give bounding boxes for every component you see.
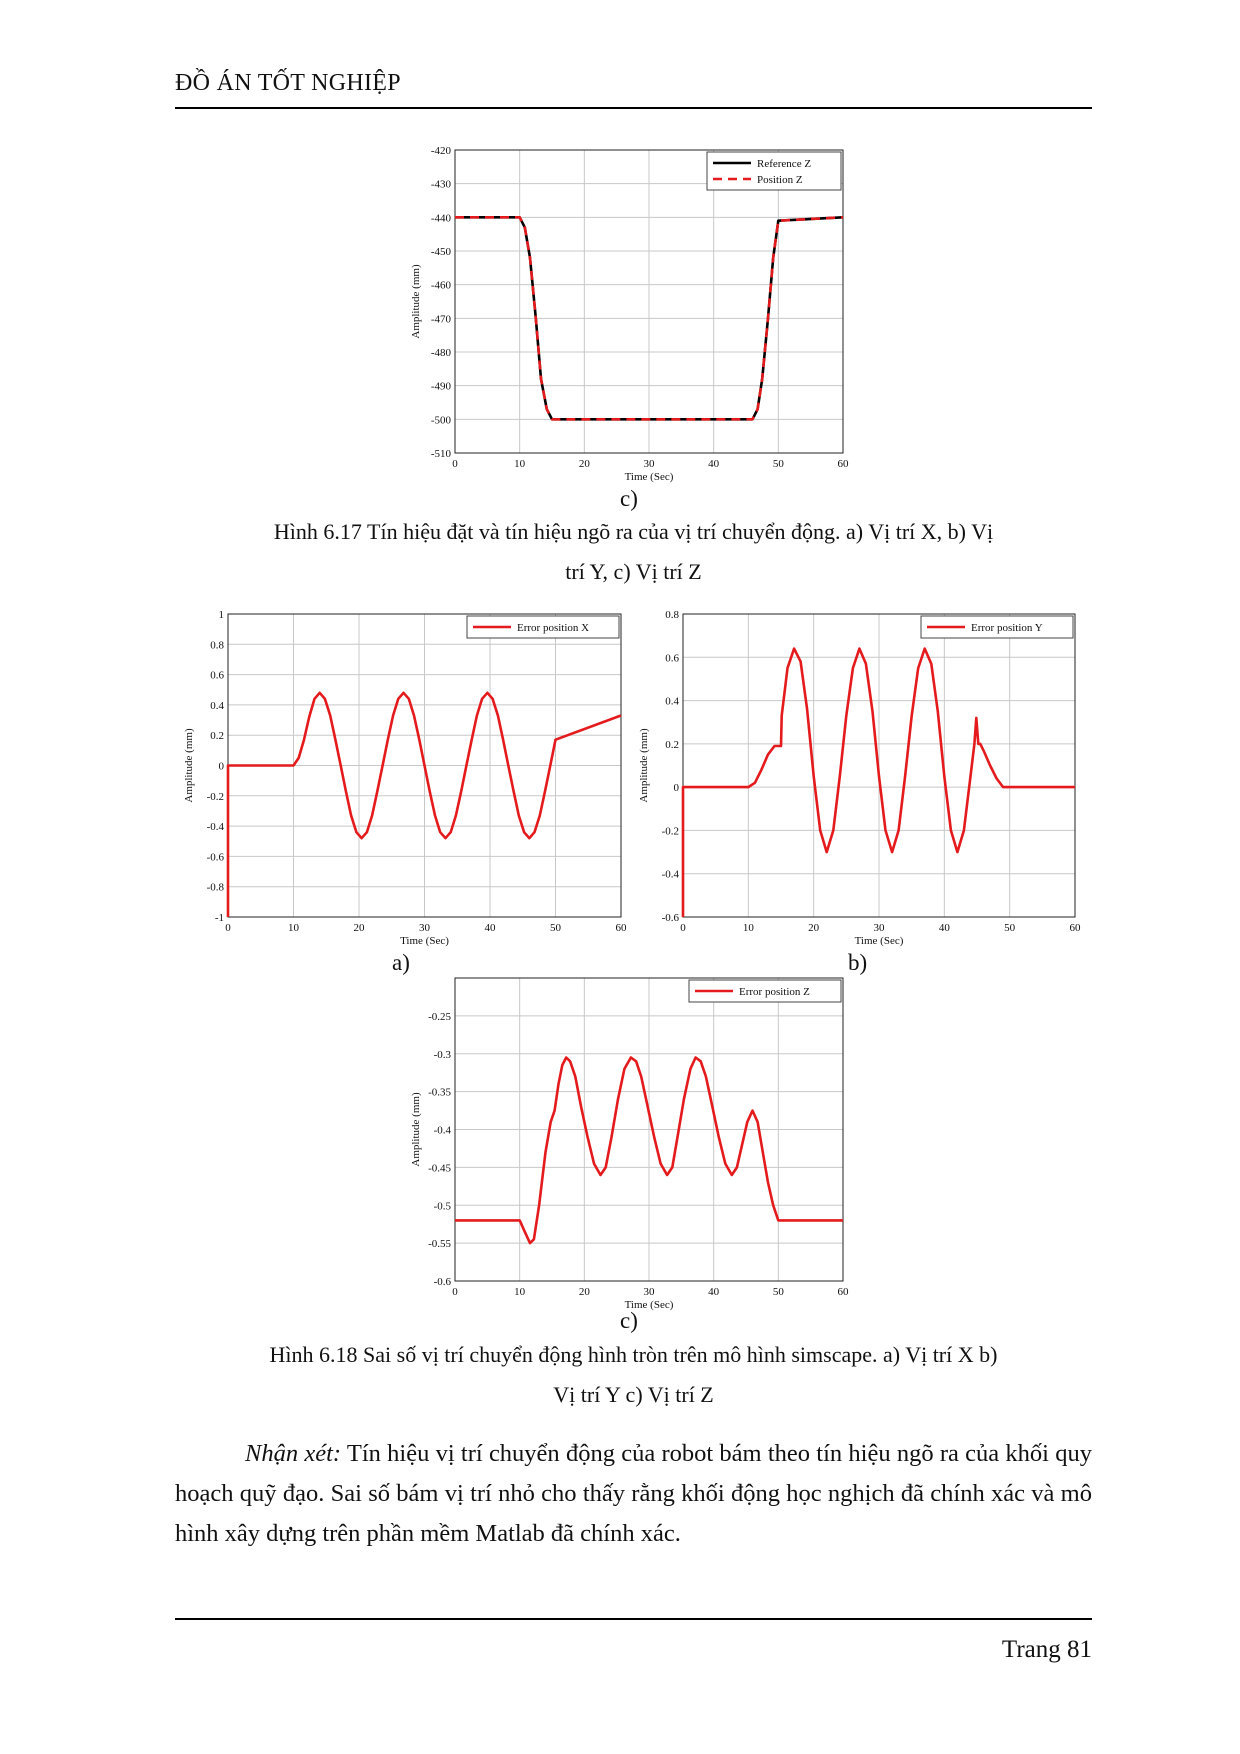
fig618a-xtick-1: 10 <box>288 922 299 934</box>
page-number: Trang 81 <box>1001 1636 1092 1663</box>
fig617c-ytick-7: -490 <box>430 380 451 393</box>
fig618a-xtick-4: 40 <box>484 922 496 934</box>
fig618-caption-line2: Vị trí Y c) Vị trí Z <box>553 1381 714 1407</box>
fig617c-xtick-6: 60 <box>837 458 849 470</box>
fig617-sublabel-c: c) <box>620 486 638 511</box>
fig618b-xtick-2: 20 <box>808 922 820 934</box>
fig618c-xtick-3: 30 <box>643 1286 655 1298</box>
fig618b-xtick-6: 60 <box>1069 922 1081 934</box>
fig618-sublabel-a: a) <box>392 950 410 975</box>
fig618-caption-line1: Hình 6.18 Sai số vị trí chuyển động hình tròn trên mô hình simscape. a) Vị trí X b) <box>269 1342 998 1367</box>
fig618b-ytick-6: -0.4 <box>661 868 679 881</box>
fig618a-xtick-2: 20 <box>353 922 365 934</box>
fig618c-ytick-0: -0.25 <box>428 1010 451 1023</box>
fig617c-xtick-5: 50 <box>772 458 784 470</box>
fig617c-ytick-8: -500 <box>430 414 451 427</box>
footer-rule <box>175 1618 1092 1620</box>
fig618a-ytick-9: -0.8 <box>206 881 224 894</box>
fig618a-ytick-8: -0.6 <box>206 851 224 864</box>
fig618c-xtick-0: 0 <box>452 1286 458 1298</box>
fig618b-ytick-0: 0.8 <box>665 609 679 621</box>
fig618b-legend-label-0: Error position Y <box>971 622 1043 634</box>
fig618c-ytick-3: -0.4 <box>433 1124 451 1137</box>
fig618a-xtick-5: 50 <box>550 922 561 934</box>
fig618a-ytick-10: -1 <box>214 912 224 924</box>
fig617c-xtick-2: 20 <box>578 458 590 470</box>
fig618c-xtick-1: 10 <box>514 1286 526 1298</box>
fig617c-ytick-1: -430 <box>430 178 451 191</box>
fig618b-xlabel: Time (Sec) <box>854 935 904 947</box>
fig618c-ytick-7: -0.6 <box>433 1276 451 1288</box>
fig617c-legend-label-1: Position Z <box>757 174 803 186</box>
fig618b-xtick-5: 50 <box>1004 922 1016 934</box>
fig618c-ytick-2: -0.35 <box>428 1086 451 1099</box>
fig618c-xlabel: Time (Sec) <box>624 1299 674 1311</box>
fig618a-ytick-5: 0 <box>218 760 224 773</box>
fig618a-xlabel: Time (Sec) <box>400 935 449 947</box>
fig617c-ytick-9: -510 <box>430 448 451 460</box>
fig617c-ytick-6: -480 <box>430 347 451 359</box>
fig617c-xtick-4: 40 <box>708 458 720 470</box>
fig618c-legend-label-0: Error position Z <box>739 986 810 998</box>
fig618a-legend-label-0: Error position X <box>517 622 590 634</box>
fig617-caption-line2: trí Y, c) Vị trí Z <box>565 558 702 584</box>
fig618b-xtick-3: 30 <box>873 922 885 934</box>
fig618b-ylabel: Amplitude (mm) <box>638 728 650 803</box>
fig618b-xtick-1: 10 <box>742 922 754 934</box>
fig618-sublabel-b: b) <box>848 950 868 975</box>
fig617c-ytick-0: -420 <box>430 145 451 157</box>
fig618-sublabel-c: c) <box>620 1308 638 1333</box>
fig618a-xtick-6: 60 <box>615 922 627 934</box>
fig617c-ytick-2: -440 <box>430 212 451 225</box>
fig618a-ytick-1: 0.8 <box>210 639 224 652</box>
fig618b-ytick-7: -0.6 <box>661 912 679 924</box>
fig617c-ytick-3: -450 <box>430 246 451 258</box>
fig618a-ytick-2: 0.6 <box>210 669 224 682</box>
fig618c-ytick-5: -0.5 <box>433 1200 451 1213</box>
fig618a-ylabel: Amplitude (mm) <box>183 728 195 803</box>
fig617c-xtick-0: 0 <box>452 458 458 470</box>
fig618c-ytick-1: -0.3 <box>433 1048 451 1061</box>
fig618b-xtick-4: 40 <box>938 922 950 934</box>
fig618a-ytick-0: 1 <box>218 609 224 621</box>
fig618a-ytick-4: 0.2 <box>210 730 224 743</box>
fig617c-xtick-1: 10 <box>514 458 526 470</box>
fig618a-ytick-6: -0.2 <box>206 790 224 803</box>
fig618c-ytick-4: -0.45 <box>428 1162 451 1175</box>
remark-text: Tín hiệu vị trí chuyển động của robot bám theo tín hiệu ngõ ra của khối quy hoạch quỹ đạo. Sai số bám vị trí nhỏ cho thấy rằng khối động học nghịch đã chính xác và mô hình xây dựng trên phần mềm Matlab đã chính xác. <box>175 1440 1092 1547</box>
fig618c-xtick-5: 50 <box>772 1286 784 1298</box>
fig617c-xtick-3: 30 <box>643 458 655 470</box>
page-header-title: ĐỒ ÁN TỐT NGHIỆP <box>175 70 401 96</box>
fig618c-ylabel: Amplitude (mm) <box>410 1092 422 1167</box>
fig618b-ytick-1: 0.6 <box>665 652 679 665</box>
fig617c-ytick-5: -470 <box>430 313 451 326</box>
fig618c-xtick-6: 60 <box>837 1286 849 1298</box>
fig618a-xtick-3: 30 <box>419 922 430 934</box>
fig618c-xtick-2: 20 <box>578 1286 590 1298</box>
fig618b-ytick-5: -0.2 <box>661 825 679 838</box>
fig618c-ytick-6: -0.55 <box>428 1238 451 1251</box>
fig618-caption <box>175 1335 1092 1414</box>
fig617c-ylabel: Amplitude (mm) <box>410 264 422 339</box>
fig618b-ytick-3: 0.2 <box>665 738 679 751</box>
fig618a-xtick-0: 0 <box>225 922 231 934</box>
fig617c-legend-label-0: Reference Z <box>757 158 812 170</box>
remark-paragraph <box>175 1434 1092 1554</box>
fig618c-xtick-4: 40 <box>708 1286 720 1298</box>
fig617c-ytick-4: -460 <box>430 279 451 292</box>
fig618a-ytick-3: 0.4 <box>210 699 224 712</box>
fig617-caption-line1: Hình 6.17 Tín hiệu đặt và tín hiệu ngõ ra của vị trí chuyển động. a) Vị trí X, b) Vị <box>273 519 994 544</box>
fig618a-ytick-7: -0.4 <box>206 821 224 834</box>
fig618b-ytick-4: 0 <box>673 782 679 795</box>
remark-lead: Nhận xét: <box>245 1440 342 1467</box>
fig618b-ytick-2: 0.4 <box>665 695 679 708</box>
fig617c-xlabel: Time (Sec) <box>624 471 674 483</box>
fig618b-xtick-0: 0 <box>680 922 686 934</box>
